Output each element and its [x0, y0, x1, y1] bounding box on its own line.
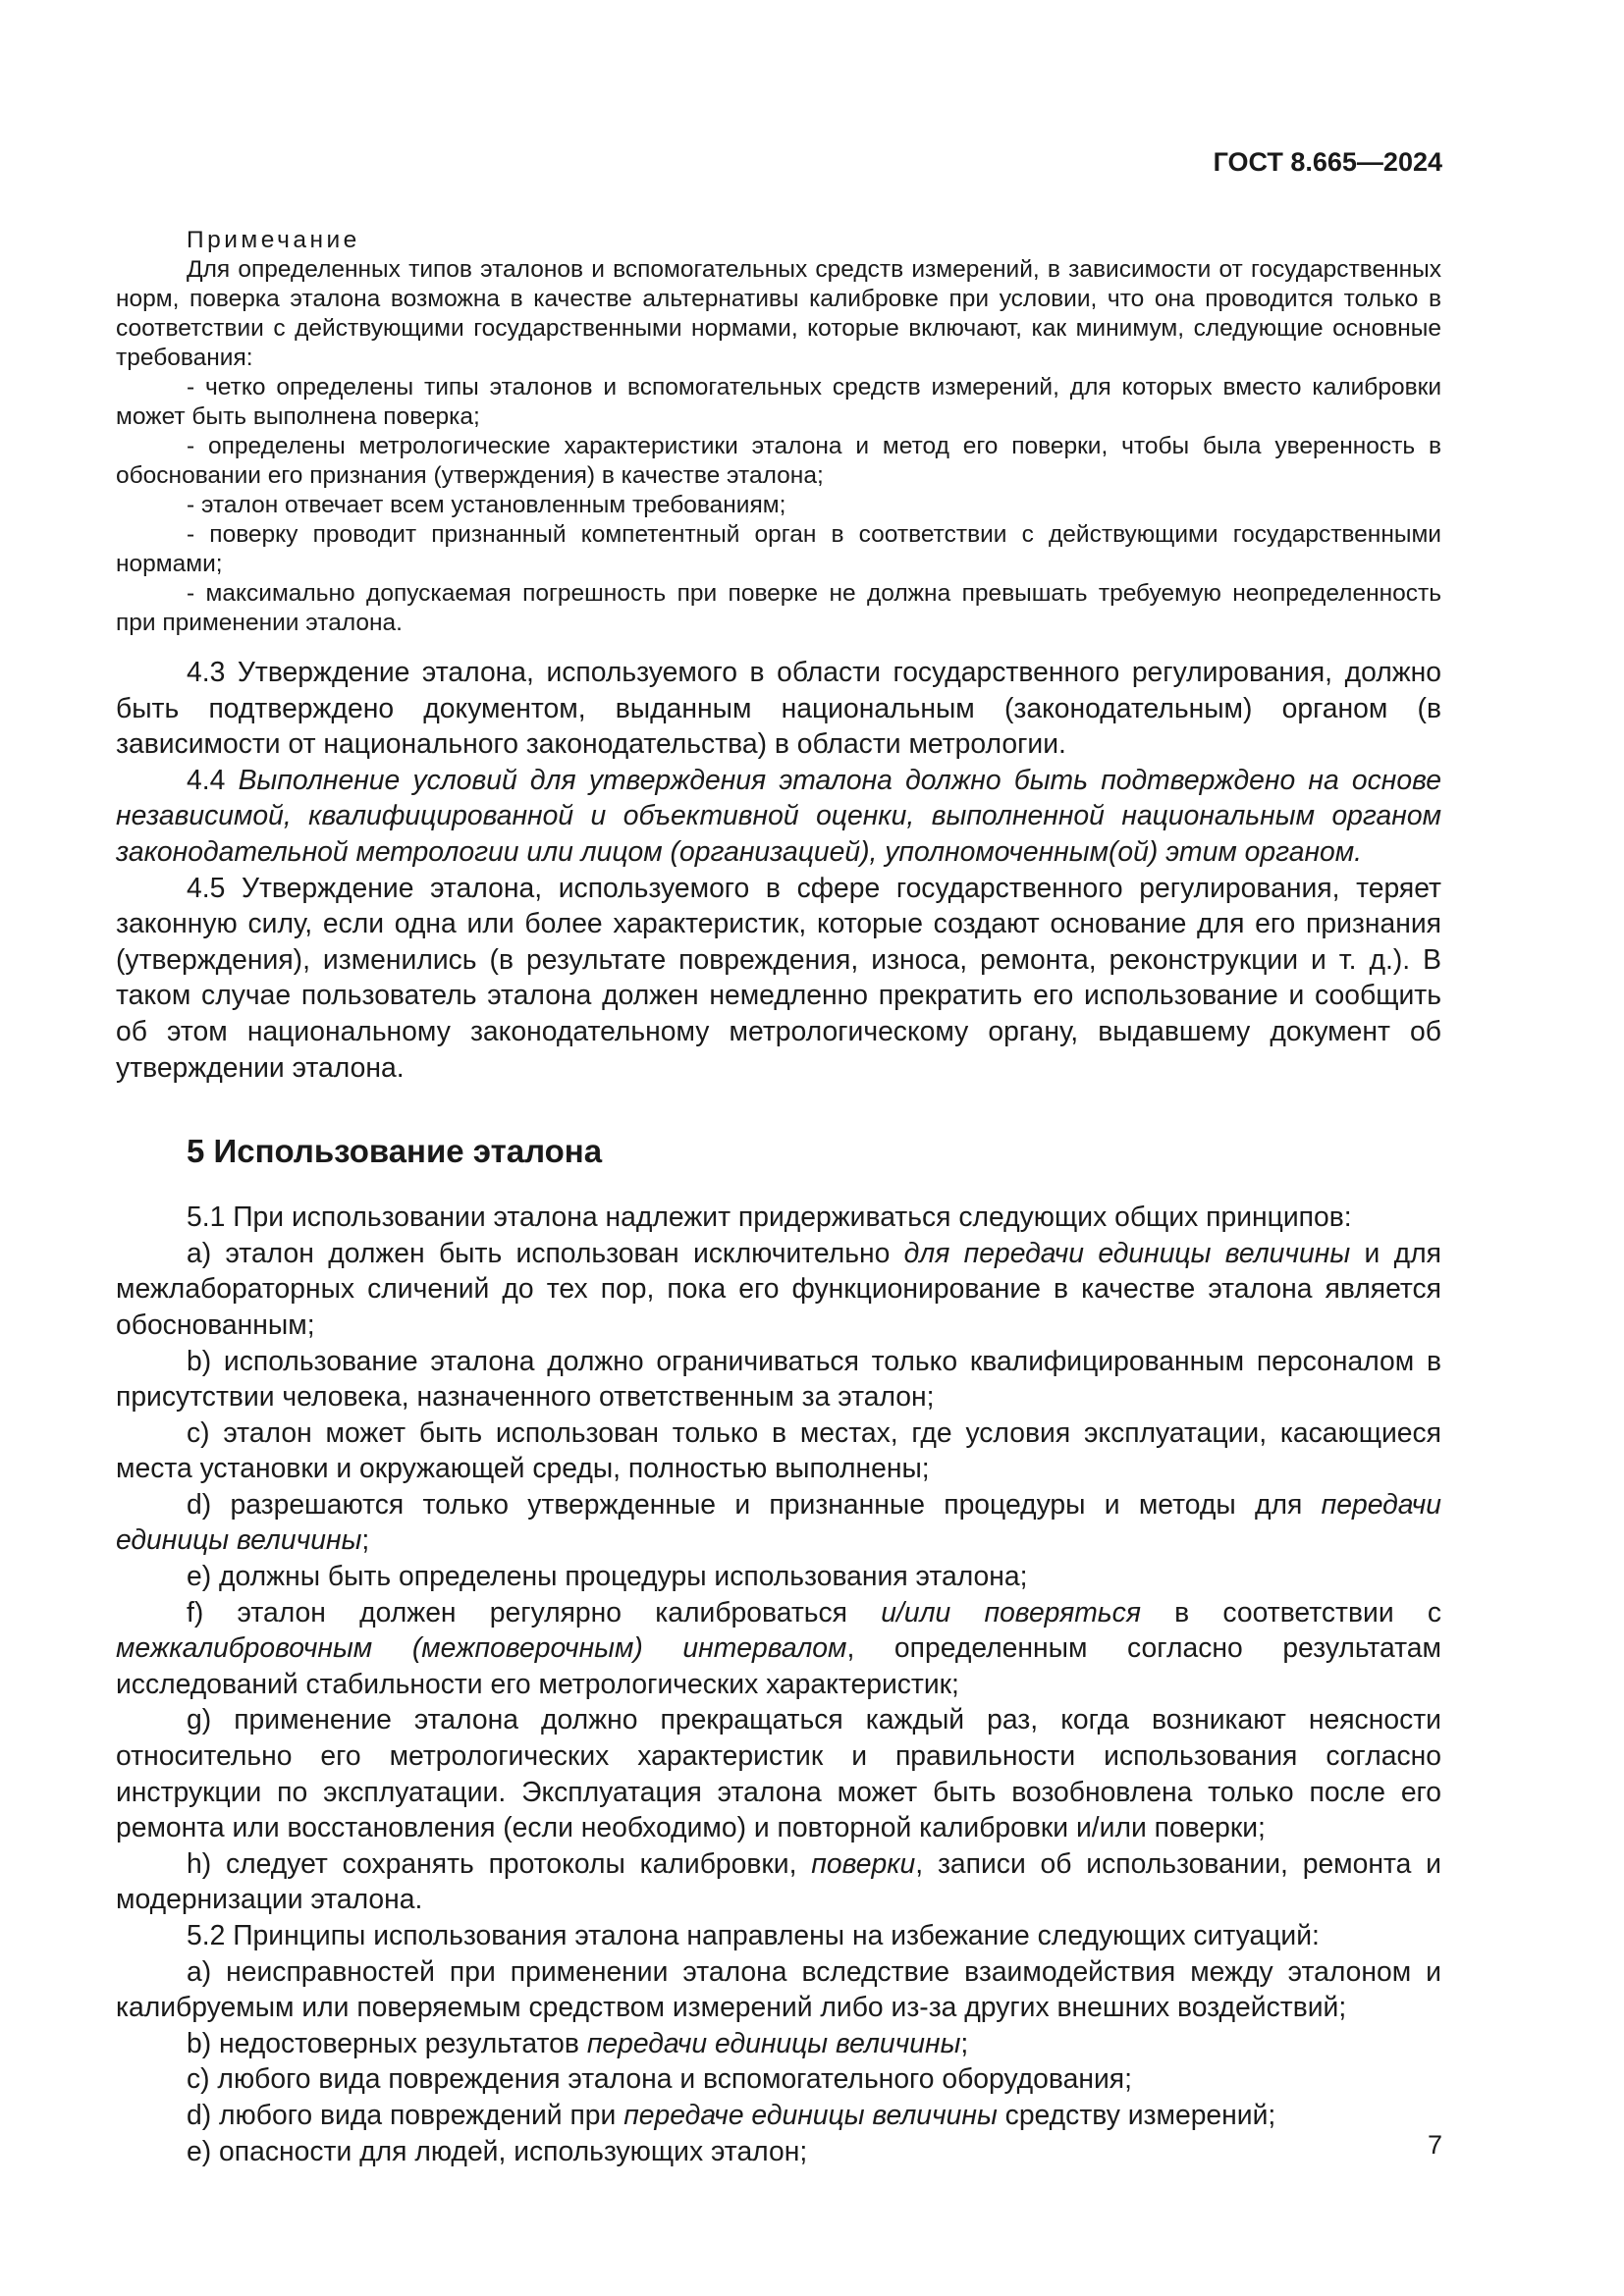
text-run: ;	[361, 1523, 370, 1556]
note-item: - поверку проводит признанный компетентный орган в соответствии с действующими государственными нормами;	[116, 521, 1441, 577]
item-5-1-a	[116, 1235, 1441, 1343]
text-run: f) эталон должен регулярно калиброваться	[187, 1595, 882, 1628]
text-run: средству измерений;	[997, 2098, 1276, 2130]
text-run: d) разрешаются только утвержденные и признанные процедуры и методы для	[187, 1487, 1322, 1520]
item-5-2-b	[116, 2025, 1441, 2061]
italic-run: передачи единицы величины	[586, 2026, 961, 2058]
section-5	[116, 1199, 1441, 2168]
paragraph-5-2: 5.2 Принципы использования эталона направлены на избежание следующих ситуаций:	[187, 1919, 1320, 1950]
italic-run: передаче единицы величины	[623, 2098, 998, 2130]
text-run: , определенным согласно результатам исследований стабильности его метрологических характеристик;	[116, 1631, 1441, 1699]
italic-run: и/или поверяться	[881, 1595, 1141, 1628]
section-4-continued	[116, 654, 1441, 1085]
item-5-1-g: g) применение эталона должно прекращаться каждый раз, когда возникают неясности относительно его метрологических характеристик и правильности использования согласно инструкции по эксплуатации. Эксплуатация эталона может быть возобновлена только после его ремонта или восстановления (если необходимо) и повторной калибровки и/или поверки;	[116, 1703, 1441, 1843]
italic-run: межкалибровочным (межповерочным) интервалом	[116, 1631, 847, 1664]
item-5-1-c: c) эталон может быть использован только в местах, где условия эксплуатации, касающиеся места установки и окружающей среды, полностью выполнены;	[116, 1415, 1441, 1484]
text-run: и для межлабораторных сличений до тех пор, пока его функционирование в качестве эталона является обоснованным;	[116, 1236, 1441, 1340]
note-item: - максимально допускаемая погрешность при поверке не должна превышать требуемую неопределенность при применении эталона.	[116, 580, 1441, 636]
italic-run: поверки	[811, 1846, 916, 1879]
section-5-heading: 5 Использование эталона	[187, 1133, 603, 1170]
italic-run: передачи единицы величины	[116, 1487, 1441, 1556]
item-5-1-d	[116, 1486, 1441, 1558]
note-item: - эталон отвечает всем установленным требованиям;	[187, 492, 786, 518]
note-title: Примечание	[187, 227, 360, 253]
page-number: 7	[1427, 2130, 1442, 2160]
item-5-1-f	[116, 1594, 1441, 1702]
note-intro: Для определенных типов эталонов и вспомогательных средств измерений, в зависимости от государственных норм, поверка эталона возможна в качестве альтернативы калибровке при условии, что она проводится только в соответствии с действующими государственными нормами, которые включают, как минимум, следующие основные требования:	[116, 256, 1441, 371]
item-5-2-e: e) опасности для людей, использующих эталон;	[187, 2134, 808, 2166]
paragraph-4-3: 4.3 Утверждение эталона, используемого в области государственного регулирования, должно быть подтверждено документом, выданным национальным (законодательным) органом (в зависимости от национального законодательства) в области метрологии.	[116, 656, 1441, 760]
italic-run: для передачи единицы величины	[903, 1236, 1351, 1268]
text-run: b) недостоверных результатов	[187, 2026, 587, 2058]
paragraph-5-1: 5.1 При использовании эталона надлежит придерживаться следующих общих принципов:	[187, 1201, 1352, 1233]
item-5-2-a: a) неисправностей при применении эталона вследствие взаимодействия между эталоном и калибруемым или поверяемым средством измерений либо из-за других внешних воздействий;	[116, 1954, 1441, 2023]
text-run: в соответствии с	[1140, 1595, 1441, 1628]
paragraph-4-5: 4.5 Утверждение эталона, используемого в сфере государственного регулирования, теряет законную силу, если одна или более характеристик, которые создают основание для его признания (утверждения), изменились (в результате повреждения, износа, ремонта, реконструкции и т. д.). В таком случае пользователь эталона должен немедленно прекратить его использование и сообщить об этом национальному законодательному метрологическому органу, выдавшему документ об утверждении эталона.	[116, 871, 1441, 1083]
paragraph-4-4-text: Выполнение условий для утверждения эталона должно быть подтверждено на основе независимой, квалифицированной и объективной оценки, выполненной национальным органом законодательной метрологии или лицом (организацией), уполномоченным(ой) этим органом.	[116, 763, 1441, 867]
text-run: , записи об использовании, ремонта и модернизации эталона.	[116, 1846, 1441, 1915]
document-header: ГОСТ 8.665—2024	[1213, 147, 1442, 177]
text-run: d) любого вида повреждений при	[187, 2098, 624, 2130]
note-item: - определены метрологические характеристики эталона и метод его поверки, чтобы была уверенность в обосновании его признания (утверждения) в качестве эталона;	[116, 433, 1441, 489]
note-block	[116, 226, 1441, 638]
paragraph-4-4	[116, 762, 1441, 870]
item-5-2-d	[116, 2097, 1441, 2133]
note-item: - четко определены типы эталонов и вспомогательных средств измерений, для которых вместо калибровки может быть выполнена поверка;	[116, 374, 1441, 430]
text-run: a) эталон должен быть использован исключительно	[187, 1236, 904, 1268]
item-5-1-h	[116, 1845, 1441, 1917]
page-content	[116, 226, 1441, 2168]
text-run: ;	[960, 2026, 969, 2058]
paragraph-4-4-number: 4.4	[187, 763, 226, 795]
item-5-1-e: e) должны быть определены процедуры использования эталона;	[187, 1560, 1028, 1592]
item-5-1-b: b) использование эталона должно ограничиваться только квалифицированным персоналом в присутствии человека, назначенного ответственным за эталон;	[116, 1344, 1441, 1413]
item-5-2-c: c) любого вида повреждения эталона и вспомогательного оборудования;	[187, 2062, 1132, 2095]
text-run: h) следует сохранять протоколы калибровки,	[187, 1846, 812, 1879]
